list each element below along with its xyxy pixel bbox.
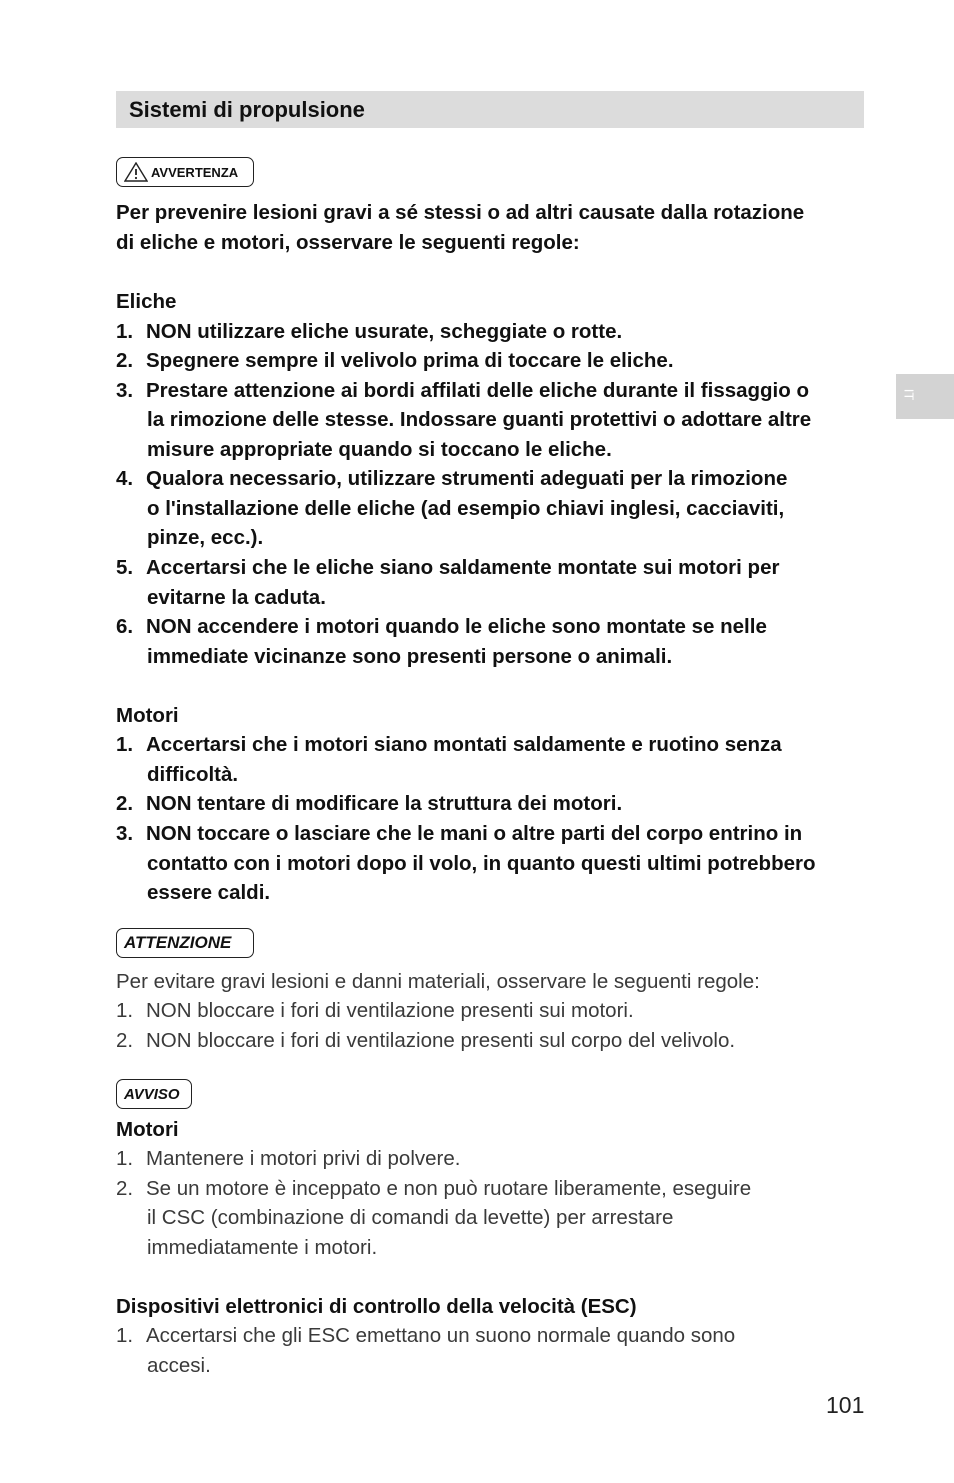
caution-intro: Per evitare gravi lesioni e danni materiali, osservare le seguenti regole: bbox=[116, 970, 760, 993]
list-item-continuation: evitarne la caduta. bbox=[147, 586, 326, 609]
esc-heading: Dispositivi elettronici di controllo della velocità (ESC) bbox=[116, 1295, 637, 1318]
caution-badge bbox=[116, 928, 254, 958]
warning-triangle-icon bbox=[124, 162, 148, 182]
language-tab-label: IT bbox=[901, 388, 917, 401]
notice-label: AVVISO bbox=[124, 1085, 180, 1103]
list-item-continuation: essere caldi. bbox=[147, 881, 271, 904]
list-item-continuation: difficoltà. bbox=[147, 763, 239, 786]
list-item-continuation: misure appropriate quando si toccano le eliche. bbox=[147, 438, 612, 461]
list-item: 2. Se un motore è inceppato e non può ruotare liberamente, eseguire bbox=[116, 1177, 752, 1200]
list-item: 5. Accertarsi che le eliche siano saldamente montate sui motori per bbox=[116, 556, 780, 579]
list-item-continuation: immediate vicinanze sono presenti persone o animali. bbox=[147, 645, 673, 668]
list-item: 1. NON bloccare i fori di ventilazione presenti sui motori. bbox=[116, 999, 634, 1022]
list-item: 1. Accertarsi che i motori siano montati saldamente e ruotino senza bbox=[116, 733, 782, 756]
section-title: Sistemi di propulsione bbox=[129, 97, 365, 122]
warning-intro-line-2: di eliche e motori, osservare le seguenti regole: bbox=[116, 231, 580, 254]
list-item: 1. Accertarsi che gli ESC emettano un suono normale quando sono bbox=[116, 1324, 736, 1347]
propellers-heading: Eliche bbox=[116, 290, 177, 313]
list-item: 1. NON utilizzare eliche usurate, scheggiate o rotte. bbox=[116, 320, 623, 343]
list-item-continuation: contatto con i motori dopo il volo, in quanto questi ultimi potrebbero bbox=[147, 852, 816, 875]
list-item: 4. Qualora necessario, utilizzare strumenti adeguati per la rimozione bbox=[116, 467, 788, 490]
list-item: 2. NON tentare di modificare la struttura dei motori. bbox=[116, 792, 623, 815]
warning-label: AVVERTENZA bbox=[151, 164, 239, 180]
list-item: 3. NON toccare o lasciare che le mani o altre parti del corpo entrino in bbox=[116, 822, 803, 845]
language-tab bbox=[896, 374, 954, 419]
list-item-continuation: pinze, ecc.). bbox=[147, 526, 264, 549]
section-header bbox=[116, 91, 864, 128]
caution-label: ATTENZIONE bbox=[124, 933, 232, 952]
list-item-continuation: accesi. bbox=[147, 1354, 211, 1377]
list-item-continuation: la rimozione delle stesse. Indossare guanti protettivi o adottare altre bbox=[147, 408, 812, 431]
list-item-continuation: immediatamente i motori. bbox=[147, 1236, 378, 1259]
warning-intro-line-1: Per prevenire lesioni gravi a sé stessi o ad altri causate dalla rotazione bbox=[116, 201, 805, 224]
page-number: 101 bbox=[826, 1392, 865, 1418]
list-item: 6. NON accendere i motori quando le eliche sono montate se nelle bbox=[116, 615, 767, 638]
warning-badge bbox=[116, 157, 254, 187]
list-item: 2. NON bloccare i fori di ventilazione presenti sul corpo del velivolo. bbox=[116, 1029, 736, 1052]
list-item: 1. Mantenere i motori privi di polvere. bbox=[116, 1147, 461, 1170]
list-item-continuation: o l'installazione delle eliche (ad esempio chiavi inglesi, cacciaviti, bbox=[147, 497, 785, 520]
motors-heading: Motori bbox=[116, 704, 179, 727]
notice-badge bbox=[116, 1079, 192, 1109]
list-item: 2. Spegnere sempre il velivolo prima di toccare le eliche. bbox=[116, 349, 674, 372]
list-item: 3. Prestare attenzione ai bordi affilati delle eliche durante il fissaggio o bbox=[116, 379, 809, 402]
notice-motors-heading: Motori bbox=[116, 1118, 179, 1141]
list-item-continuation: il CSC (combinazione di comandi da levette) per arrestare bbox=[147, 1206, 674, 1229]
